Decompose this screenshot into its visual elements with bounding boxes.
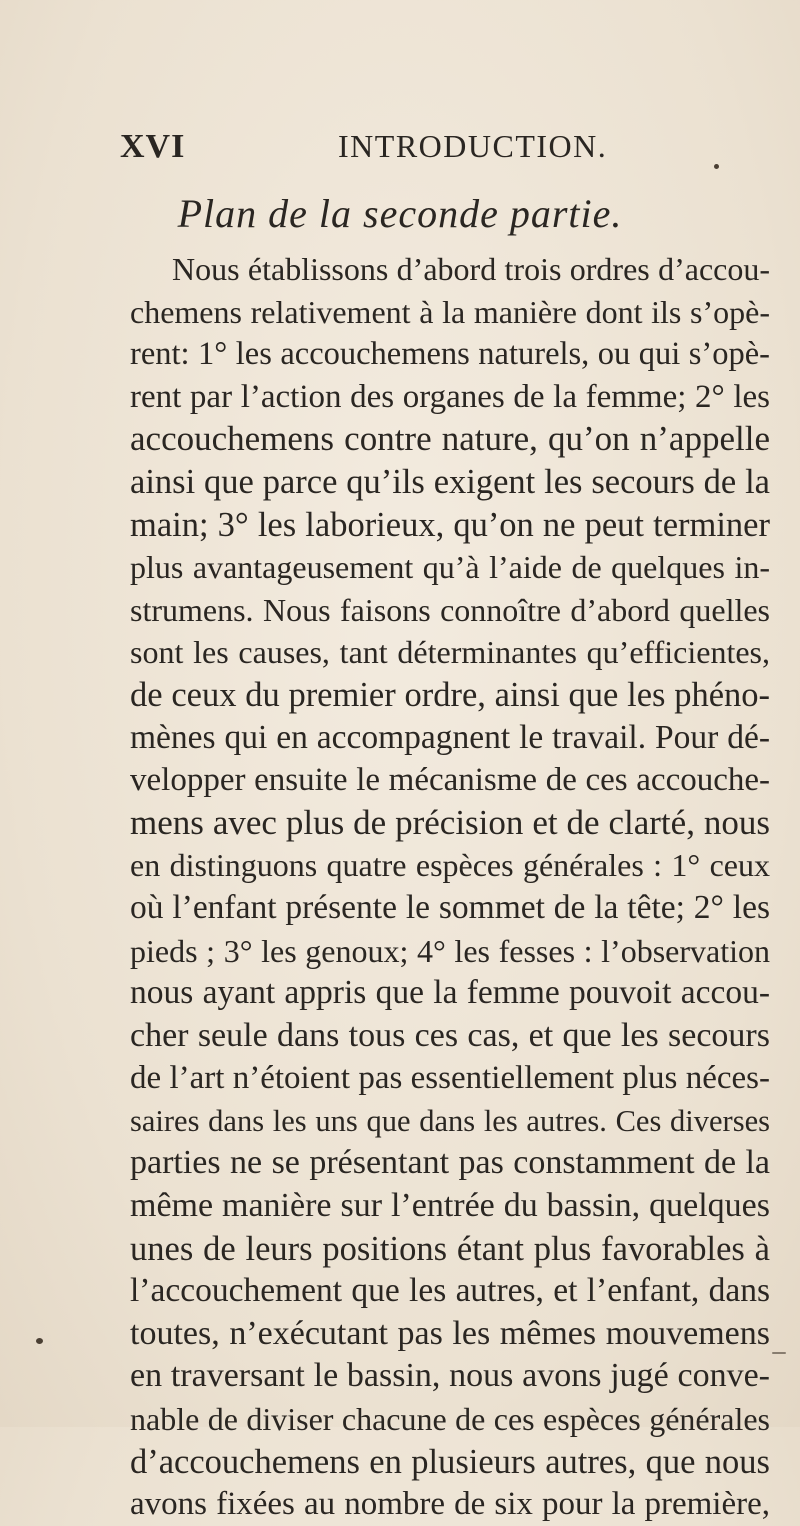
text-line: velopper ensuite le mécanisme de ces accouche- — [130, 762, 770, 799]
text-line: nous ayant appris que la femme pouvoit accou- — [130, 974, 770, 1012]
text-line: ainsi que parce qu’ils exigent les secours de la — [130, 462, 770, 501]
text-line: cher seule dans tous ces cas, et que les secours — [130, 1016, 770, 1054]
text-line: même manière sur l’entrée du bassin, quelques — [130, 1187, 770, 1225]
text-line: saires dans les uns que dans les autres. Ces diverses — [130, 1103, 770, 1138]
text-line: en traversant le bassin, nous avons jugé conve- — [130, 1357, 770, 1395]
page-number: XVI — [120, 128, 186, 165]
paper-speck — [772, 1352, 786, 1354]
text-line: d’accouchemens en plusieurs autres, que nous — [130, 1442, 770, 1481]
text-line: de l’art n’étoient pas essentiellement plus néces- — [130, 1060, 770, 1097]
running-title: INTRODUCTION. — [338, 128, 608, 164]
text-line: en distinguons quatre espèces générales : 1° ceux — [130, 847, 770, 884]
text-line: plus avantageusement qu’à l’aide de quelques in- — [130, 549, 770, 586]
text-line: rent: 1° les accouchemens naturels, ou qui s’opè- — [130, 336, 770, 373]
text-line: strumens. Nous faisons connoître d’abord quelles — [130, 591, 770, 628]
text-line: chemens relativement à la manière dont ils s’opè- — [130, 293, 770, 330]
text-line: l’accouchement que les autres, et l’enfant, dans — [130, 1272, 770, 1310]
text-line: de ceux du premier ordre, ainsi que les phéno- — [130, 675, 770, 714]
section-title: Plan de la seconde partie. — [177, 191, 623, 236]
text-line: mènes qui en accompagnent le travail. Pour dé- — [130, 718, 770, 756]
text-line: unes de leurs positions étant plus favorables à — [130, 1229, 770, 1268]
text-line: mens avec plus de précision et de clarté, nous — [130, 802, 770, 842]
paper-speck — [714, 164, 719, 169]
text-line: parties ne se présentant pas constamment de la — [130, 1144, 770, 1182]
text-line: sont les causes, tant déterminantes qu’efficientes, — [130, 634, 770, 671]
text-line: où l’enfant présente le sommet de la tête; 2° les — [130, 888, 770, 926]
text-line: avons fixées au nombre de six pour la première, — [130, 1486, 770, 1523]
running-head — [120, 128, 760, 168]
text-line: main; 3° les laborieux, qu’on ne peut terminer — [130, 505, 770, 544]
text-line: toutes, n’exécutant pas les mêmes mouvemens — [130, 1314, 770, 1352]
text-line: rent par l’action des organes de la femme; 2° les — [130, 378, 770, 415]
body-paragraph — [130, 248, 770, 1526]
text-line: Nous établissons d’abord trois ordres d’accou- — [172, 251, 770, 287]
text-line: accouchemens contre nature, qu’on n’appelle — [130, 419, 770, 459]
text-line: pieds ; 3° les genoux; 4° les fesses : l’observation — [130, 932, 770, 969]
text-line: nable de diviser chacune de ces espèces générales — [130, 1401, 770, 1438]
paper-speck — [36, 1338, 43, 1344]
